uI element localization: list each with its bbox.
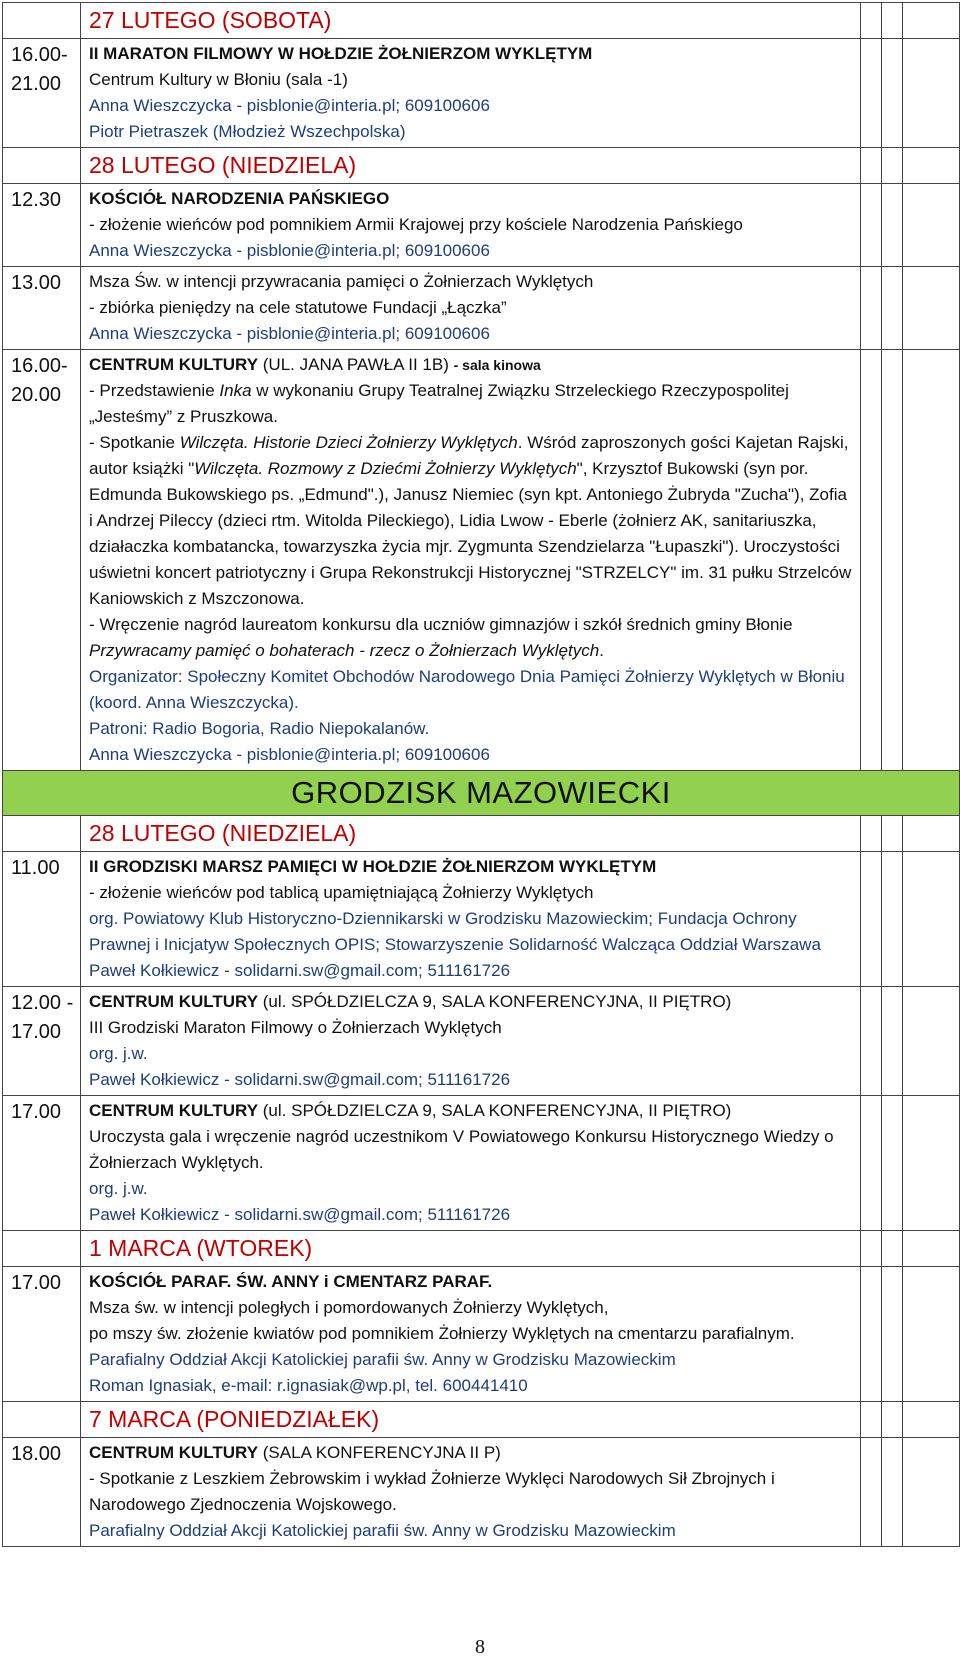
event-row	[3, 267, 960, 350]
event-organizer: Parafialny Oddział Akcji Katolickiej parafii św. Anny w Grodzisku Mazowieckim	[89, 1521, 676, 1540]
day-header-row	[3, 1402, 960, 1438]
event-time: 12.30	[3, 184, 81, 267]
event-row	[3, 852, 960, 987]
event-row	[3, 1267, 960, 1402]
event-time: 16.00-20.00	[3, 350, 81, 771]
event-description: - Wręczenie nagród laureatom konkursu dla uczniów gimnazjów i szkół średnich gminy Błonie Przywracamy pamięć o bohaterach - rzecz o Żołnierzach Wyklętych.	[89, 615, 793, 660]
event-venue: CENTRUM KULTURY (UL. JANA PAWŁA II 1B) - sala kinowa	[89, 355, 541, 374]
event-description: - zbiórka pieniędzy na cele statutowe Fundacji „Łączka”	[89, 298, 507, 317]
event-details	[81, 1267, 861, 1402]
event-description: Msza św. w intencji poległych i pomordowanych Żołnierzy Wyklętych,	[89, 1298, 609, 1317]
event-contact: Anna Wieszczycka - pisblonie@interia.pl; 609100606	[89, 96, 490, 115]
event-details	[81, 852, 861, 987]
page-number: 8	[475, 1636, 485, 1658]
day-header-row	[3, 1231, 960, 1267]
event-contact: Paweł Kołkiewicz - solidarni.sw@gmail.com; 511161726	[89, 1070, 511, 1089]
day-header-row	[3, 3, 960, 39]
event-description: - złożenie wieńców pod tablicą upamiętniającą Żołnierzy Wyklętych	[89, 883, 594, 902]
event-title: KOŚCIÓŁ NARODZENIA PAŃSKIEGO	[89, 189, 390, 208]
event-patrons: Patroni: Radio Bogoria, Radio Niepokalanów.	[89, 719, 430, 738]
event-details	[81, 184, 861, 267]
event-title: II GRODZISKI MARSZ PAMIĘCI W HOŁDZIE ŻOŁNIERZOM WYKLĘTYM	[89, 857, 657, 876]
event-description: Uroczysta gala i wręczenie nagród uczestnikom V Powiatowego Konkursu Historycznego Wiedzy o Żołnierzach Wyklętych.	[89, 1127, 834, 1172]
event-contact: Paweł Kołkiewicz - solidarni.sw@gmail.com; 511161726	[89, 961, 511, 980]
event-time: 13.00	[3, 267, 81, 350]
event-details	[81, 350, 861, 771]
event-row	[3, 39, 960, 148]
event-organizer: org. j.w.	[89, 1179, 148, 1198]
event-details	[81, 267, 861, 350]
event-venue: CENTRUM KULTURY (ul. SPÓŁDZIELCZA 9, SALA KONFERENCYJNA, II PIĘTRO)	[89, 1101, 732, 1120]
day-header-row	[3, 816, 960, 852]
event-description: - Spotkanie z Leszkiem Żebrowskim i wykład Żołnierze Wyklęci Narodowych Sił Zbrojnych i Narodowego Zjednoczenia Wojskowego.	[89, 1469, 775, 1514]
event-time: 11.00	[3, 852, 81, 987]
event-venue: CENTRUM KULTURY (ul. SPÓŁDZIELCZA 9, SALA KONFERENCYJNA, II PIĘTRO)	[89, 992, 732, 1011]
event-venue: Centrum Kultury w Błoniu (sala -1)	[89, 70, 348, 89]
event-description: - Spotkanie Wilczęta. Historie Dzieci Żołnierzy Wyklętych. Wśród zaproszonych gości Kajetan Rajski, autor książki "Wilczęta. Rozmowy z Dziećmi Żołnierzy Wyklętych", Krzysztof Bukowski (syn por. Edmunda Bukowskiego ps. „Edmund".), Janusz Niemiec (syn kpt. Antoniego Żubryda "Zucha"), Zofia i Andrzej Pileccy (dzieci rtm. Witolda Pileckiego), Lidia Lwow - Eberle (żołnierz AK, sanitariuszka, działaczka kombatancka, towarzyszka życia mjr. Zygmunta Szendzielarza "Łupaszki"). Uroczystości uświetni koncert patriotyczny i Grupa Rekonstrukcji Historycznej "STRZELCY" im. 31 pułku Strzelców Kaniowskich z Mszczonowa.	[89, 433, 852, 608]
event-organizer: org. j.w.	[89, 1044, 148, 1063]
event-row	[3, 1096, 960, 1231]
region-title: GRODZISK MAZOWIECKI	[3, 771, 960, 816]
event-time: 18.00	[3, 1438, 81, 1547]
event-time: 17.00	[3, 1096, 81, 1231]
event-organizer: Parafialny Oddział Akcji Katolickiej parafii św. Anny w Grodzisku Mazowieckim	[89, 1350, 676, 1369]
event-row	[3, 1438, 960, 1547]
event-description: III Grodziski Maraton Filmowy o Żołnierzach Wyklętych	[89, 1018, 502, 1037]
day-header: 28 LUTEGO (NIEDZIELA)	[89, 820, 357, 846]
event-time: 17.00	[3, 1267, 81, 1402]
event-details	[81, 1438, 861, 1547]
event-venue: CENTRUM KULTURY (SALA KONFERENCYJNA II P)	[89, 1443, 501, 1462]
day-header: 7 MARCA (PONIEDZIAŁEK)	[89, 1406, 380, 1432]
event-details	[81, 39, 861, 148]
region-header-row	[3, 771, 960, 816]
event-contact: Roman Ignasiak, e-mail: r.ignasiak@wp.pl, tel. 600441410	[89, 1376, 528, 1395]
event-title: II MARATON FILMOWY W HOŁDZIE ŻOŁNIERZOM WYKLĘTYM	[89, 44, 593, 63]
event-contact: Anna Wieszczycka - pisblonie@interia.pl; 609100606	[89, 745, 490, 764]
event-contact: Paweł Kołkiewicz - solidarni.sw@gmail.com; 511161726	[89, 1205, 511, 1224]
day-header: 1 MARCA (WTOREK)	[89, 1235, 313, 1261]
event-description: - złożenie wieńców pod pomnikiem Armii Krajowej przy kościele Narodzenia Pańskiego	[89, 215, 743, 234]
event-description: po mszy św. złożenie kwiatów pod pomnikiem Żołnierzy Wyklętych na cmentarzu parafialnym.	[89, 1324, 795, 1343]
event-description: - Przedstawienie Inka w wykonaniu Grupy Teatralnej Związku Strzeleckiego Rzeczypospolitej „Jesteśmy” z Pruszkowa.	[89, 381, 789, 426]
event-time: 16.00-21.00	[3, 39, 81, 148]
event-time: 12.00 - 17.00	[3, 987, 81, 1096]
schedule-table	[2, 2, 960, 1547]
event-row	[3, 350, 960, 771]
event-description: Msza Św. w intencji przywracania pamięci o Żołnierzach Wyklętych	[89, 272, 594, 291]
event-organizer: Organizator: Społeczny Komitet Obchodów Narodowego Dnia Pamięci Żołnierzy Wyklętych w Błoniu (koord. Anna Wieszczycka).	[89, 667, 845, 712]
event-row	[3, 987, 960, 1096]
event-contact: Anna Wieszczycka - pisblonie@interia.pl; 609100606	[89, 241, 490, 260]
event-title: KOŚCIÓŁ PARAF. ŚW. ANNY i CMENTARZ PARAF.	[89, 1272, 493, 1291]
event-row	[3, 184, 960, 267]
schedule-document	[2, 2, 959, 1547]
event-contact: Anna Wieszczycka - pisblonie@interia.pl; 609100606	[89, 324, 490, 343]
event-organizer: org. Powiatowy Klub Historyczno-Dziennikarski w Grodzisku Mazowieckim; Fundacja Ochrony Prawnej i Inicjatyw Społecznych OPIS; Stowarzyszenie Solidarność Walcząca Oddział Warszawa	[89, 909, 821, 954]
event-contact-secondary: Piotr Pietraszek (Młodzież Wszechpolska)	[89, 122, 406, 141]
day-header: 27 LUTEGO (SOBOTA)	[89, 7, 332, 33]
event-details	[81, 987, 861, 1096]
day-header-row	[3, 148, 960, 184]
day-header: 28 LUTEGO (NIEDZIELA)	[89, 152, 357, 178]
event-details	[81, 1096, 861, 1231]
